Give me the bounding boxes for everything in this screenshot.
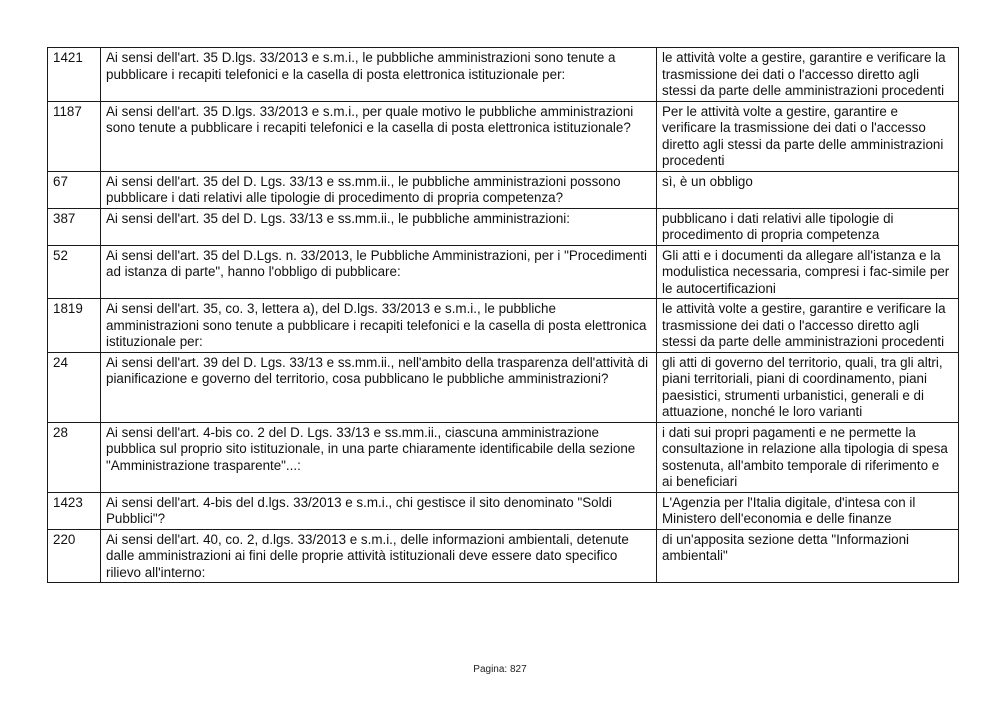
- row-answer: le attività volte a gestire, garantire e verificare la trasmissione dei dati o l'accesso diretto agli stessi da parte delle amministrazioni procedenti: [657, 48, 959, 102]
- row-answer: i dati sui propri pagamenti e ne permette la consultazione in relazione alla tipologia di spesa sostenuta, all'ambito temporale di riferimento e ai beneficiari: [657, 422, 959, 492]
- table-row: [48, 422, 959, 492]
- row-question: Ai sensi dell'art. 4-bis co. 2 del D. Lgs. 33/13 e ss.mm.ii., ciascuna amministrazione pubblica sul proprio sito istituzionale, in una parte chiaramente identificabile della sezione "Amministrazione trasparente"...:: [101, 422, 657, 492]
- row-question: Ai sensi dell'art. 35 del D. Lgs. 33/13 e ss.mm.ii., le pubbliche amministrazioni possono pubblicare i dati relativi alle tipologie di procedimento di propria competenza?: [101, 171, 657, 208]
- row-question: Ai sensi dell'art. 35 D.lgs. 33/2013 e s.m.i., per quale motivo le pubbliche amministrazioni sono tenute a pubblicare i recapiti telefonici e la casella di posta elettronica istituzionale?: [101, 101, 657, 171]
- table-row: [48, 245, 959, 299]
- row-answer: Per le attività volte a gestire, garantire e verificare la trasmissione dei dati o l'accesso diretto agli stessi da parte delle amministrazioni procedenti: [657, 101, 959, 171]
- row-id: 52: [48, 245, 101, 299]
- row-question: Ai sensi dell'art. 35 D.lgs. 33/2013 e s.m.i., le pubbliche amministrazioni sono tenute a pubblicare i recapiti telefonici e la casella di posta elettronica istituzionale per:: [101, 48, 657, 102]
- row-question: Ai sensi dell'art. 35 del D.Lgs. n. 33/2013, le Pubbliche Amministrazioni, per i "Procedimenti ad istanza di parte", hanno l'obbligo di pubblicare:: [101, 245, 657, 299]
- row-answer: le attività volte a gestire, garantire e verificare la trasmissione dei dati o l'accesso diretto agli stessi da parte delle amministrazioni procedenti: [657, 299, 959, 353]
- row-question: Ai sensi dell'art. 35 del D. Lgs. 33/13 e ss.mm.ii., le pubbliche amministrazioni:: [101, 208, 657, 245]
- table-row: [48, 48, 959, 102]
- row-id: 1421: [48, 48, 101, 102]
- row-answer: pubblicano i dati relativi alle tipologie di procedimento di propria competenza: [657, 208, 959, 245]
- row-question: Ai sensi dell'art. 35, co. 3, lettera a), del D.lgs. 33/2013 e s.m.i., le pubbliche amministrazioni sono tenute a pubblicare i recapiti telefonici e la casella di posta elettronica istituzionale per:: [101, 299, 657, 353]
- table-row: [48, 101, 959, 171]
- row-id: 28: [48, 422, 101, 492]
- table-row: [48, 171, 959, 208]
- row-answer: sì, è un obbligo: [657, 171, 959, 208]
- row-id: 67: [48, 171, 101, 208]
- row-question: Ai sensi dell'art. 40, co. 2, d.lgs. 33/2013 e s.m.i., delle informazioni ambientali, detenute dalle amministrazioni ai fini delle proprie attività istituzionali deve essere dato specifico rilievo all'interno:: [101, 529, 657, 583]
- row-id: 1819: [48, 299, 101, 353]
- row-answer: di un'apposita sezione detta "Informazioni ambientali": [657, 529, 959, 583]
- table-row: [48, 208, 959, 245]
- table-row: [48, 492, 959, 529]
- row-answer: Gli atti e i documenti da allegare all'istanza e la modulistica necessaria, compresi i fac-simile per le autocertificazioni: [657, 245, 959, 299]
- page-number: Pagina: 827: [473, 664, 527, 675]
- row-id: 220: [48, 529, 101, 583]
- row-id: 1423: [48, 492, 101, 529]
- row-id: 24: [48, 352, 101, 422]
- row-question: Ai sensi dell'art. 39 del D. Lgs. 33/13 e ss.mm.ii., nell'ambito della trasparenza dell'attività di pianificazione e governo del territorio, cosa pubblicano le pubbliche amministrazioni?: [101, 352, 657, 422]
- table-row: [48, 299, 959, 353]
- table-row: [48, 529, 959, 583]
- row-question: Ai sensi dell'art. 4-bis del d.lgs. 33/2013 e s.m.i., chi gestisce il sito denominato "Soldi Pubblici"?: [101, 492, 657, 529]
- row-id: 1187: [48, 101, 101, 171]
- row-answer: gli atti di governo del territorio, quali, tra gli altri, piani territoriali, piani di coordinamento, piani paesistici, strumenti urbanistici, generali e di attuazione, nonché le loro varianti: [657, 352, 959, 422]
- row-id: 387: [48, 208, 101, 245]
- qa-table: [47, 47, 959, 583]
- table-row: [48, 352, 959, 422]
- row-answer: L'Agenzia per l'Italia digitale, d'intesa con il Ministero dell'economia e delle finanze: [657, 492, 959, 529]
